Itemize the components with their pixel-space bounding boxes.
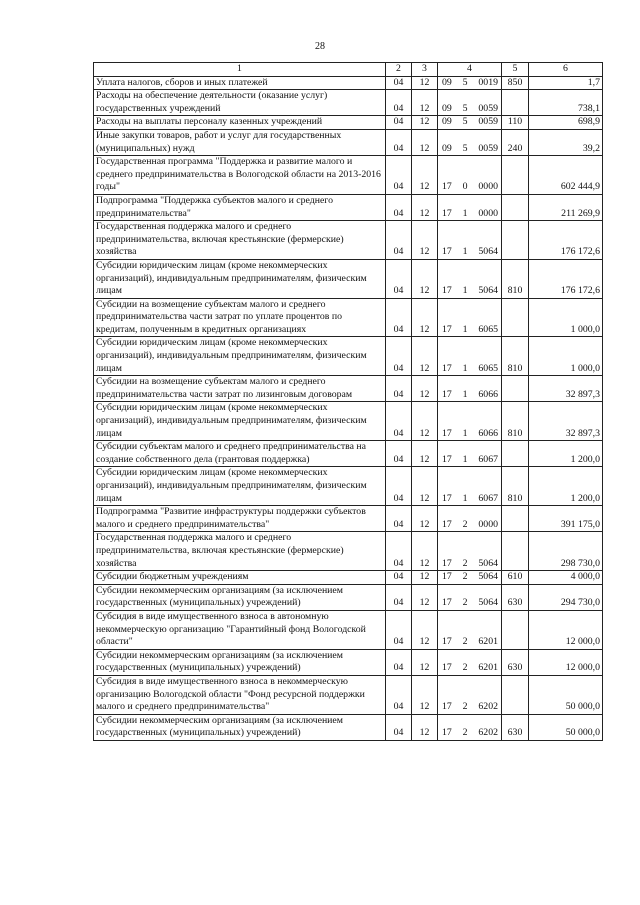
row-target-code (438, 675, 502, 714)
row-expense-type: 810 (502, 467, 529, 506)
row-subsection: 12 (412, 675, 438, 714)
code-direction: 6201 (478, 636, 498, 648)
table-row (94, 532, 603, 571)
row-target-code (438, 506, 502, 532)
row-subsection: 12 (412, 90, 438, 116)
table-row (94, 376, 603, 402)
code-program: 17 (442, 285, 452, 297)
row-expense-type: 850 (502, 76, 529, 90)
row-section: 04 (386, 649, 412, 675)
row-expense-type (502, 441, 529, 467)
code-program: 17 (442, 427, 452, 439)
table-row (94, 675, 603, 714)
row-subsection: 12 (412, 298, 438, 337)
code-program: 17 (442, 727, 452, 739)
column-header-expense-type: 5 (502, 63, 529, 77)
row-subsection: 12 (412, 156, 438, 195)
row-target-code (438, 402, 502, 441)
table-row (94, 402, 603, 441)
row-target-code (438, 584, 502, 610)
table-row (94, 116, 603, 130)
table-row (94, 156, 603, 195)
row-amount: 32 897,3 (529, 402, 603, 441)
row-expense-type: 630 (502, 714, 529, 740)
row-amount: 4 000,0 (529, 571, 603, 585)
code-direction: 5064 (478, 597, 498, 609)
code-direction: 6201 (478, 662, 498, 674)
row-expense-type (502, 156, 529, 195)
code-program: 17 (442, 557, 452, 569)
row-subsection: 12 (412, 467, 438, 506)
row-expense-type (502, 610, 529, 649)
code-subprogram: 2 (462, 597, 468, 609)
table-row (94, 259, 603, 298)
row-section: 04 (386, 571, 412, 585)
row-target-code (438, 298, 502, 337)
table-row (94, 298, 603, 337)
row-target-code (438, 467, 502, 506)
code-subprogram: 2 (462, 636, 468, 648)
column-header-target-code: 4 (438, 63, 502, 77)
row-name: Субсидии на возмещение субъектам малого и среднего предпринимательства части затрат по лизинговым договорам (94, 376, 386, 402)
row-target-code (438, 532, 502, 571)
row-name: Субсидии юридическим лицам (кроме некоммерческих организаций), индивидуальным предпринимателям, физическим лицам (94, 402, 386, 441)
row-section: 04 (386, 337, 412, 376)
code-direction: 6202 (478, 701, 498, 713)
row-target-code (438, 337, 502, 376)
row-name: Субсидия в виде имущественного взноса в некоммерческую организацию Вологодской области "Фонд ресурсной поддержки малого и среднего предпринимательства" (94, 675, 386, 714)
row-section: 04 (386, 506, 412, 532)
row-subsection: 12 (412, 649, 438, 675)
code-subprogram: 1 (462, 207, 468, 219)
code-direction: 6065 (478, 323, 498, 335)
code-direction: 6066 (478, 388, 498, 400)
row-subsection: 12 (412, 610, 438, 649)
code-subprogram: 5 (462, 142, 468, 154)
row-expense-type: 630 (502, 649, 529, 675)
code-direction: 0019 (478, 76, 498, 88)
budget-table (93, 62, 603, 741)
table-row (94, 194, 603, 220)
code-direction: 6066 (478, 427, 498, 439)
row-expense-type: 810 (502, 337, 529, 376)
row-target-code (438, 649, 502, 675)
table-row (94, 714, 603, 740)
row-subsection: 12 (412, 571, 438, 585)
row-amount: 1 200,0 (529, 467, 603, 506)
code-program: 17 (442, 181, 452, 193)
row-amount: 211 269,9 (529, 194, 603, 220)
row-section: 04 (386, 90, 412, 116)
column-header-subsection: 3 (412, 63, 438, 77)
row-amount: 738,1 (529, 90, 603, 116)
code-program: 17 (442, 636, 452, 648)
row-target-code (438, 714, 502, 740)
row-section: 04 (386, 259, 412, 298)
row-name: Субсидии бюджетным учреждениям (94, 571, 386, 585)
column-header-amount: 6 (529, 63, 603, 77)
row-name: Субсидии некоммерческим организациям (за исключением государственных (муниципальных) учреждений) (94, 714, 386, 740)
row-amount: 39,2 (529, 129, 603, 155)
row-amount: 12 000,0 (529, 610, 603, 649)
table-header-row (94, 63, 603, 77)
row-name: Государственная программа "Поддержка и развитие малого и среднего предпринимательства в Вологодской области на 2013-2016 годы" (94, 156, 386, 195)
row-amount: 176 172,6 (529, 259, 603, 298)
row-section: 04 (386, 610, 412, 649)
row-section: 04 (386, 584, 412, 610)
code-subprogram: 2 (462, 571, 468, 583)
row-name: Субсидии некоммерческим организациям (за исключением государственных (муниципальных) учреждений) (94, 584, 386, 610)
row-name: Субсидии юридическим лицам (кроме некоммерческих организаций), индивидуальным предпринимателям, физическим лицам (94, 467, 386, 506)
table-row (94, 610, 603, 649)
code-subprogram: 2 (462, 557, 468, 569)
code-direction: 0000 (478, 181, 498, 193)
row-name: Государственная поддержка малого и среднего предпринимательства, включая крестьянские (фермерские) хозяйства (94, 532, 386, 571)
row-expense-type: 810 (502, 402, 529, 441)
row-target-code (438, 129, 502, 155)
code-program: 17 (442, 571, 452, 583)
row-subsection: 12 (412, 506, 438, 532)
row-subsection: 12 (412, 376, 438, 402)
code-program: 09 (442, 142, 452, 154)
code-subprogram: 1 (462, 427, 468, 439)
row-name: Подпрограмма "Поддержка субъектов малого и среднего предпринимательства" (94, 194, 386, 220)
code-subprogram: 1 (462, 453, 468, 465)
code-direction: 5064 (478, 246, 498, 258)
table-row (94, 129, 603, 155)
code-program: 09 (442, 102, 452, 114)
code-direction: 6065 (478, 362, 498, 374)
code-subprogram: 2 (462, 662, 468, 674)
row-name: Субсидии юридическим лицам (кроме некоммерческих организаций), индивидуальным предпринимателям, физическим лицам (94, 337, 386, 376)
code-subprogram: 2 (462, 518, 468, 530)
row-target-code (438, 116, 502, 130)
row-section: 04 (386, 532, 412, 571)
row-subsection: 12 (412, 402, 438, 441)
row-amount: 176 172,6 (529, 221, 603, 260)
row-subsection: 12 (412, 441, 438, 467)
row-subsection: 12 (412, 337, 438, 376)
row-target-code (438, 441, 502, 467)
row-expense-type: 610 (502, 571, 529, 585)
row-amount: 32 897,3 (529, 376, 603, 402)
row-name: Иные закупки товаров, работ и услуг для государственных (муниципальных) нужд (94, 129, 386, 155)
code-subprogram: 1 (462, 492, 468, 504)
code-subprogram: 1 (462, 285, 468, 297)
row-section: 04 (386, 675, 412, 714)
row-expense-type (502, 221, 529, 260)
code-program: 09 (442, 116, 452, 128)
code-program: 17 (442, 246, 452, 258)
row-section: 04 (386, 714, 412, 740)
table-row (94, 76, 603, 90)
code-direction: 0059 (478, 116, 498, 128)
code-subprogram: 1 (462, 388, 468, 400)
column-header-name: 1 (94, 63, 386, 77)
row-section: 04 (386, 76, 412, 90)
code-direction: 6067 (478, 453, 498, 465)
row-subsection: 12 (412, 76, 438, 90)
code-direction: 6202 (478, 727, 498, 739)
row-name: Подпрограмма "Развитие инфраструктуры поддержки субъектов малого и среднего предпринимательства" (94, 506, 386, 532)
row-target-code (438, 194, 502, 220)
row-expense-type: 630 (502, 584, 529, 610)
table-row (94, 584, 603, 610)
row-name: Субсидии некоммерческим организациям (за исключением государственных (муниципальных) учреждений) (94, 649, 386, 675)
row-amount: 391 175,0 (529, 506, 603, 532)
table-row (94, 441, 603, 467)
code-program: 17 (442, 207, 452, 219)
row-name: Расходы на обеспечение деятельности (оказание услуг) государственных учреждений (94, 90, 386, 116)
code-direction: 0000 (478, 207, 498, 219)
code-subprogram: 2 (462, 727, 468, 739)
code-program: 17 (442, 597, 452, 609)
code-subprogram: 5 (462, 116, 468, 128)
row-expense-type: 240 (502, 129, 529, 155)
row-amount: 294 730,0 (529, 584, 603, 610)
row-expense-type (502, 376, 529, 402)
row-target-code (438, 259, 502, 298)
row-expense-type: 810 (502, 259, 529, 298)
row-name: Субсидии юридическим лицам (кроме некоммерческих организаций), индивидуальным предпринимателям, физическим лицам (94, 259, 386, 298)
row-section: 04 (386, 221, 412, 260)
code-program: 17 (442, 453, 452, 465)
row-amount: 1 000,0 (529, 298, 603, 337)
code-program: 09 (442, 76, 452, 88)
row-section: 04 (386, 402, 412, 441)
row-target-code (438, 571, 502, 585)
code-subprogram: 5 (462, 76, 468, 88)
table-row (94, 649, 603, 675)
code-program: 17 (442, 701, 452, 713)
row-expense-type (502, 506, 529, 532)
code-program: 17 (442, 662, 452, 674)
row-expense-type (502, 194, 529, 220)
code-subprogram: 0 (462, 181, 468, 193)
row-amount: 602 444,9 (529, 156, 603, 195)
row-amount: 50 000,0 (529, 675, 603, 714)
table-row (94, 221, 603, 260)
row-amount: 1 200,0 (529, 441, 603, 467)
row-section: 04 (386, 194, 412, 220)
table-row (94, 337, 603, 376)
row-subsection: 12 (412, 129, 438, 155)
code-direction: 0000 (478, 518, 498, 530)
code-direction: 0059 (478, 142, 498, 154)
row-section: 04 (386, 467, 412, 506)
row-amount: 1 000,0 (529, 337, 603, 376)
code-program: 17 (442, 518, 452, 530)
row-expense-type (502, 298, 529, 337)
row-expense-type (502, 532, 529, 571)
row-name: Расходы на выплаты персоналу казенных учреждений (94, 116, 386, 130)
row-amount: 12 000,0 (529, 649, 603, 675)
row-target-code (438, 90, 502, 116)
row-expense-type (502, 90, 529, 116)
row-section: 04 (386, 129, 412, 155)
row-amount: 1,7 (529, 76, 603, 90)
code-subprogram: 5 (462, 102, 468, 114)
row-amount: 50 000,0 (529, 714, 603, 740)
row-target-code (438, 221, 502, 260)
column-header-section: 2 (386, 63, 412, 77)
code-subprogram: 1 (462, 362, 468, 374)
table-row (94, 90, 603, 116)
code-direction: 5064 (478, 285, 498, 297)
code-direction: 0059 (478, 102, 498, 114)
row-section: 04 (386, 116, 412, 130)
code-direction: 5064 (478, 557, 498, 569)
table-body (94, 76, 603, 740)
row-subsection: 12 (412, 532, 438, 571)
row-target-code (438, 376, 502, 402)
row-section: 04 (386, 156, 412, 195)
row-subsection: 12 (412, 194, 438, 220)
code-subprogram: 2 (462, 701, 468, 713)
row-subsection: 12 (412, 116, 438, 130)
table-row (94, 506, 603, 532)
table-row (94, 571, 603, 585)
code-subprogram: 1 (462, 323, 468, 335)
row-subsection: 12 (412, 714, 438, 740)
row-amount: 698,9 (529, 116, 603, 130)
row-section: 04 (386, 441, 412, 467)
code-direction: 6067 (478, 492, 498, 504)
code-direction: 5064 (478, 571, 498, 583)
page-number: 28 (315, 41, 325, 52)
table-row (94, 467, 603, 506)
row-subsection: 12 (412, 221, 438, 260)
row-target-code (438, 76, 502, 90)
code-subprogram: 1 (462, 246, 468, 258)
row-section: 04 (386, 298, 412, 337)
row-expense-type (502, 675, 529, 714)
row-target-code (438, 156, 502, 195)
code-program: 17 (442, 492, 452, 504)
row-name: Уплата налогов, сборов и иных платежей (94, 76, 386, 90)
code-program: 17 (442, 362, 452, 374)
row-target-code (438, 610, 502, 649)
code-program: 17 (442, 323, 452, 335)
row-subsection: 12 (412, 584, 438, 610)
code-program: 17 (442, 388, 452, 400)
row-subsection: 12 (412, 259, 438, 298)
row-name: Субсидии на возмещение субъектам малого и среднего предпринимательства части затрат по уплате процентов по кредитам, полученным в кредитных организациях (94, 298, 386, 337)
row-name: Субсидии субъектам малого и среднего предпринимательства на создание собственного дела (грантовая поддержка) (94, 441, 386, 467)
row-section: 04 (386, 376, 412, 402)
row-expense-type: 110 (502, 116, 529, 130)
row-amount: 298 730,0 (529, 532, 603, 571)
row-name: Государственная поддержка малого и среднего предпринимательства, включая крестьянские (фермерские) хозяйства (94, 221, 386, 260)
row-name: Субсидия в виде имущественного взноса в автономную некоммерческую организацию "Гарантийный фонд Вологодской области" (94, 610, 386, 649)
